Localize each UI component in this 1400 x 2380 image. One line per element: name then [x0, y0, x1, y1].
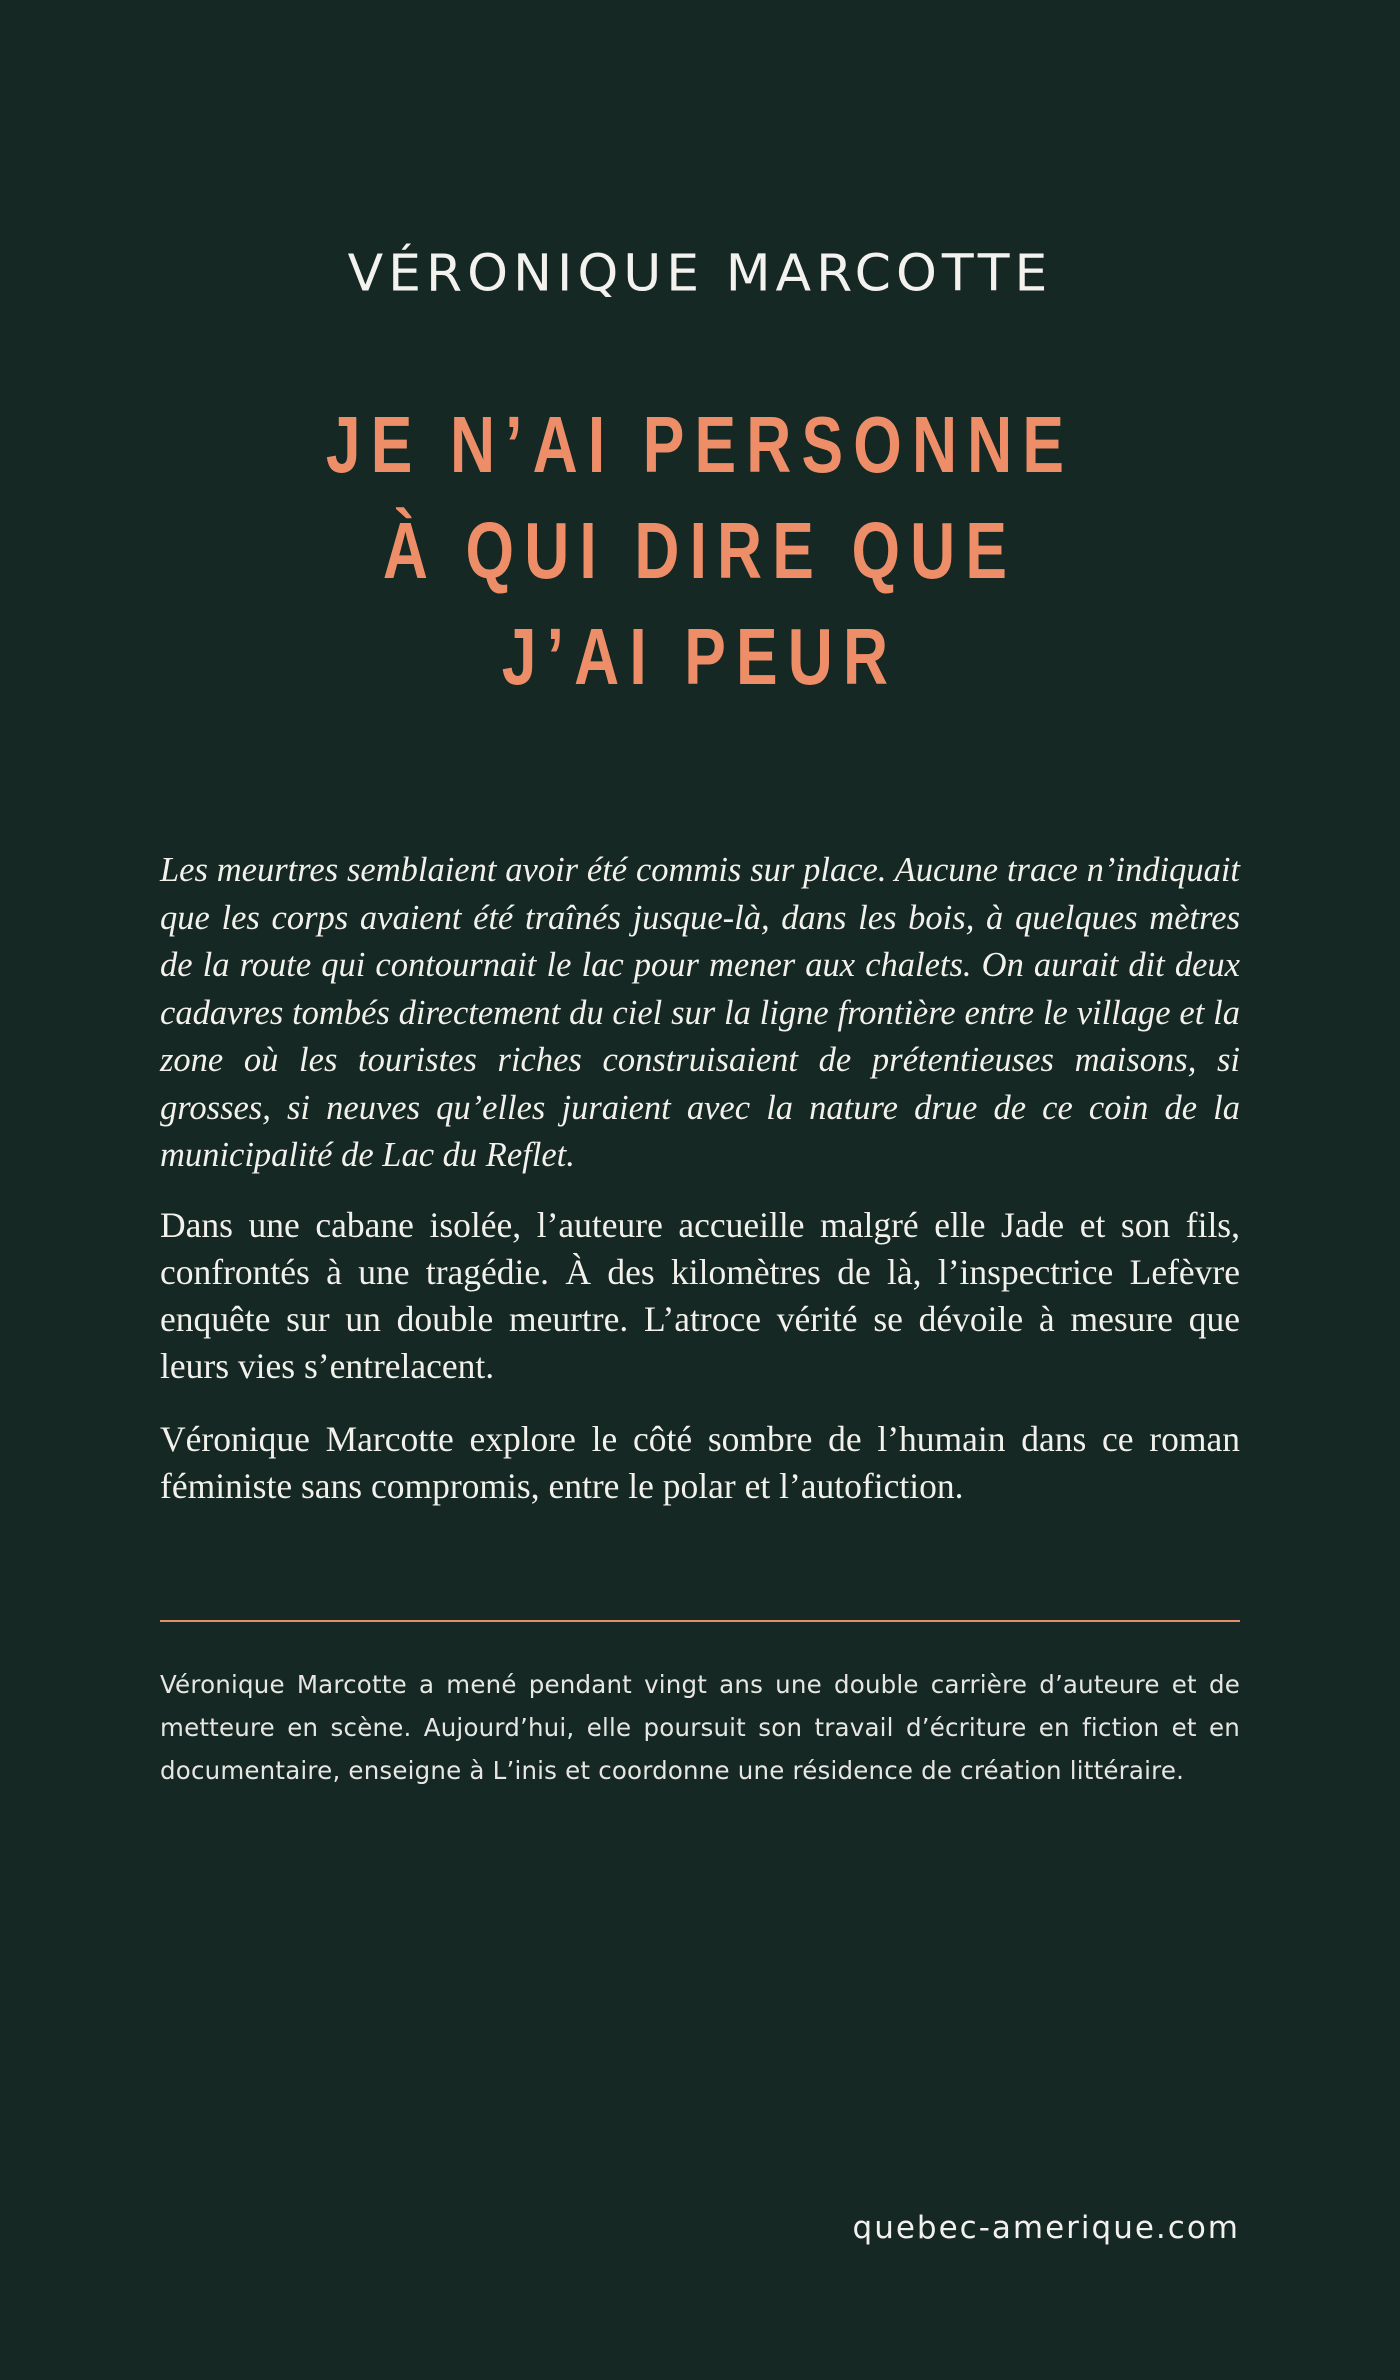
- title-line-3: J’AI PEUR: [501, 612, 899, 701]
- section-divider: [160, 1620, 1240, 1622]
- title-line-2: À QUI DIRE QUE: [382, 506, 1018, 595]
- closing-paragraph: Véronique Marcotte explore le côté sombre de l’humain dans ce roman féministe sans compromis, entre le polar et l’autofiction.: [160, 1419, 1240, 1506]
- title-line-1: JE N’AI PERSONNE: [325, 400, 1075, 489]
- publisher-website: quebec-amerique.com: [852, 2210, 1240, 2246]
- summary-paragraph: Dans une cabane isolée, l’auteure accueille malgré elle Jade et son fils, confrontés à une tragédie. À des kilomètres de là, l’inspectrice Lefèvre enquête sur un double meurtre. L’atroce vérité se dévoile à mesure que leurs vies s’entrelacent.: [160, 1205, 1240, 1386]
- excerpt-paragraph: Les meurtres semblaient avoir été commis sur place. Aucune trace n’indiquait que les corps avaient été traînés jusque-là, dans les bois, à quelques mètres de la route qui contournait le lac pour mener aux chalets. On aurait dit deux cadavres tombés directement du ciel sur la ligne frontière entre le village et la zone où les touristes riches construisaient de prétentieuses maisons, si grosses, si neuves qu’elles juraient avec la nature drue de ce coin de la municipalité de Lac du Reflet.: [160, 851, 1240, 1174]
- author-bio: Véronique Marcotte a mené pendant vingt ans une double carrière d’auteure et de metteure en scène. Aujourd’hui, elle poursuit son travail d’écriture en fiction et en documentaire, enseigne à L’inis et coordonne une résidence de création littéraire.: [160, 1670, 1240, 1785]
- author-name: VÉRONIQUE MARCOTTE: [347, 244, 1053, 304]
- book-title: [0, 392, 1400, 710]
